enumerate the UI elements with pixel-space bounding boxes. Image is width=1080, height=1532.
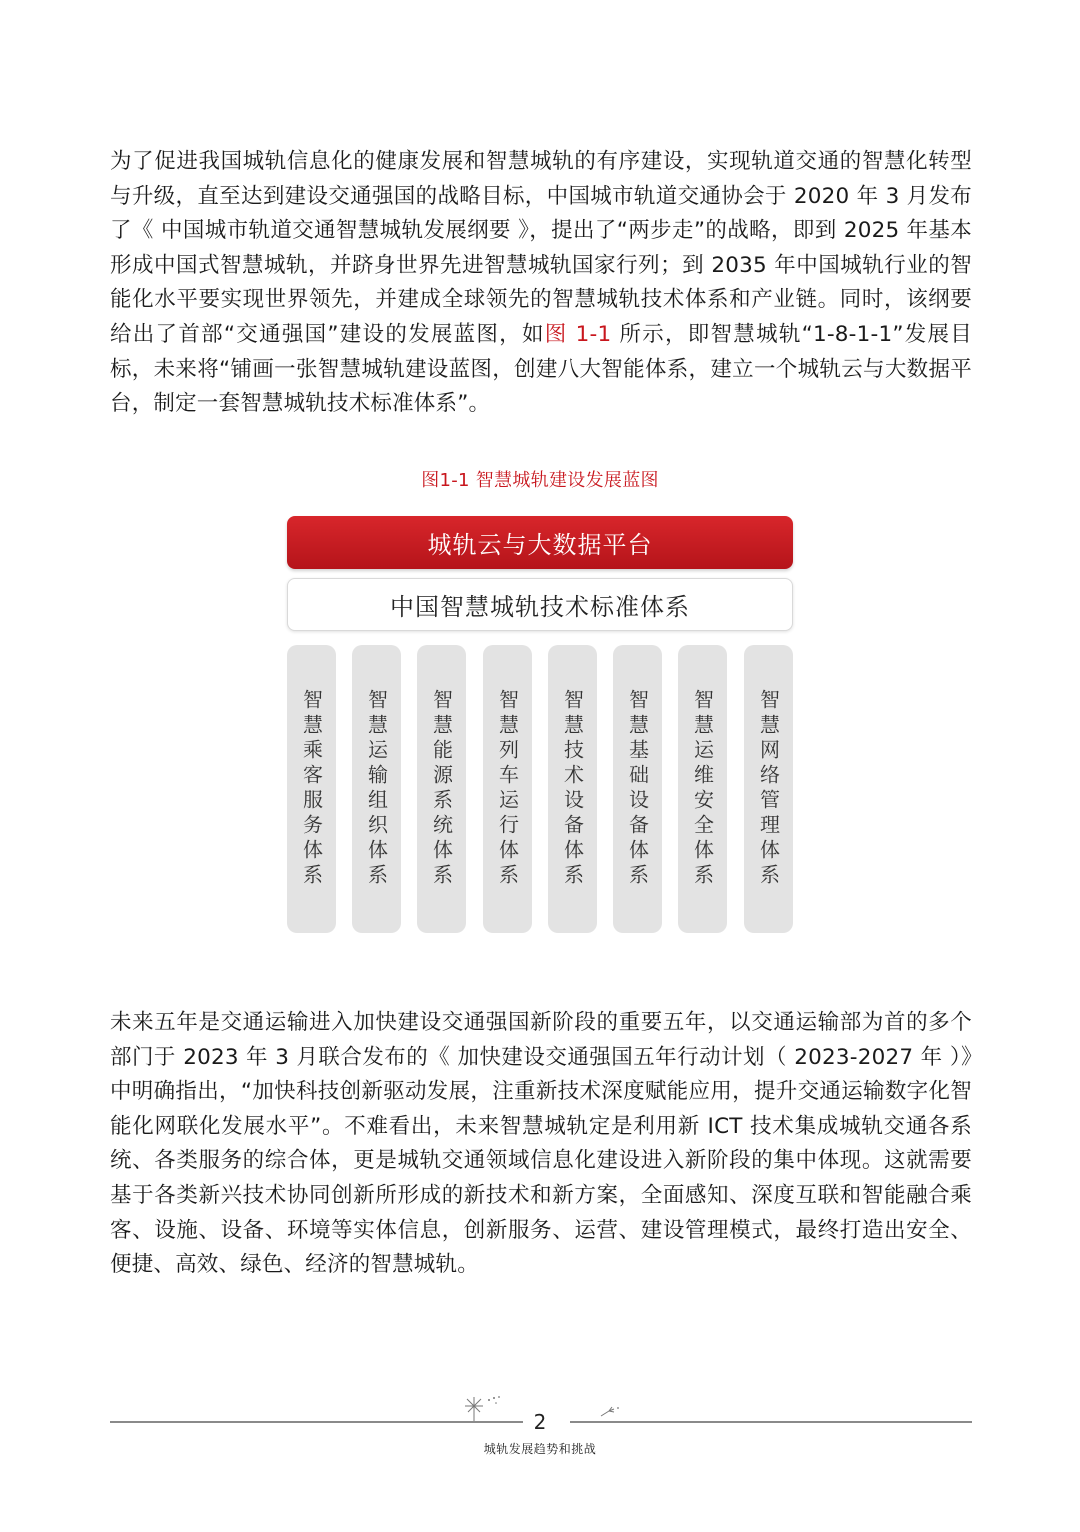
pillar-technical-equipment [548, 645, 597, 933]
future-paragraph: 未来五年是交通运输进入加快建设交通强国新阶段的重要五年，以交通运输部为首的多个部门于 2023 年 3 月联合发布的《 加快建设交通强国五年行动计划（ 2023-2027 年 ）》中明确指出，“加快科技创新驱动发展，注重新技术深度赋能应用，提升交通运输数字化智能化网联化发展水平”。不难看出，未来智慧城轨定是利用新 ICT 技术集成城轨交通各系统、各类服务的综合体，更是城轨交通领域信息化建设进入新阶段的集中体现。这就需要基于各类新兴技术协同创新所形成的新技术和新方案，全面感知、深度互联和智能融合乘客、设施、设备、环境等实体信息，创新服务、运营、建设管理模式，最终打造出安全、便捷、高效、绿色、经济的智慧城轨。 [110, 1010, 972, 1278]
eight-intelligent-systems [287, 645, 793, 933]
pillar-label: 智慧乘客服务体系 [299, 689, 324, 889]
pillar-label: 智慧运输组织体系 [364, 689, 389, 889]
page-number: 2 [533, 1410, 547, 1434]
pillar-passenger-service [287, 645, 336, 933]
intro-text-start: 为了促进我国城轨信息化的健康发展和智慧城轨的有序建设，实现轨道交通的智慧化转型与升级，直至达到建设交通强国的战略目标，中国城市轨道交通协会于 2020 年 3 月发布了《 中国城市轨道交通智慧城轨发展纲要 》，提出了“两步走”的战略，即到 2025 年基本形成中国式智慧城轨，并跻身世界先进智慧城轨国家行列；到 2035 年中国城轨行业的智能化水平要实现世界领先，并建成全球领先的智慧城轨技术体系和产业链。同时，该纲要给出了首部“交通强国”建设的发展蓝图，如 [110, 149, 972, 347]
pillar-label: 智慧运维安全体系 [690, 689, 715, 889]
pillar-train-operation [483, 645, 532, 933]
figure-caption: 图1-1 智慧城轨建设发展蓝图 [421, 470, 659, 491]
pillar-label: 智慧技术设备体系 [560, 689, 585, 889]
pillar-label: 智慧基础设备体系 [625, 689, 650, 889]
pillar-label: 智慧列车运行体系 [495, 689, 520, 889]
pillar-energy-system [417, 645, 466, 933]
pillar-infrastructure-equipment [613, 645, 662, 933]
tech-standard-system-bar: 中国智慧城轨技术标准体系 [287, 578, 793, 631]
pillar-network-management [744, 645, 793, 933]
pillar-maintenance-safety [678, 645, 727, 933]
intro-paragraph [110, 145, 972, 422]
intro-text-end: 所示，即智慧城轨“1-8-1-1”发展目标，未来将“铺画一张智慧城轨建设蓝图，创建八大智能体系，建立一个城轨云与大数据平台，制定一套智慧城轨技术标准体系”。 [110, 321, 973, 417]
pillar-transport-organization [352, 645, 401, 933]
figure-reference-link[interactable]: 图 1-1 [544, 321, 612, 347]
pillar-label: 智慧能源系统体系 [429, 689, 454, 889]
footer-chapter-title: 城轨发展趋势和挑战 [483, 1442, 597, 1456]
cloud-bigdata-platform-bar: 城轨云与大数据平台 [287, 516, 793, 569]
pillar-label: 智慧网络管理体系 [756, 689, 781, 889]
